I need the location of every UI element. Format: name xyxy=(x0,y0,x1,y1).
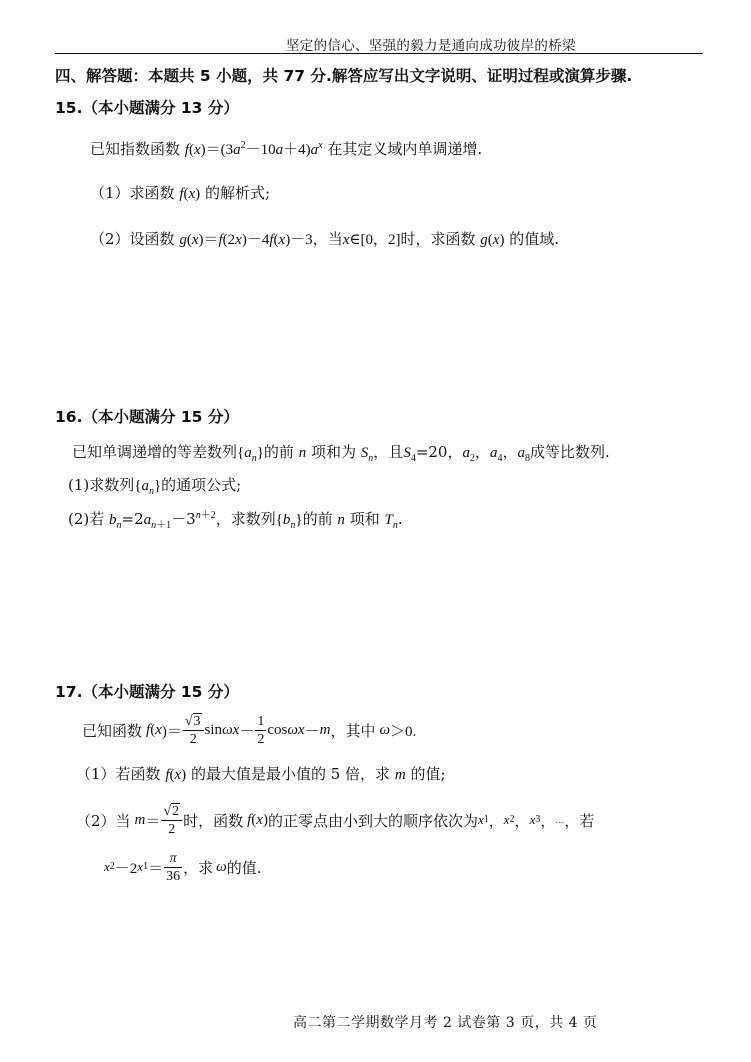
q17-part2: （2）当 m ＝ $\frac{√2}{2}$ 时，函数 f ( x ) 的正零点由小到大的顺序依次为 x 1 ， x 2 ， x 3 ， … ，若 xyxy=(76,803,595,837)
header-motto: 坚定的信心、坚强的毅力是通向成功彼岸的桥梁 xyxy=(286,38,576,54)
q15-stem: 已知指数函数 $f(x)=(3a^2-10a+4)a^x$ 在其定义域内单调递增. xyxy=(90,140,483,158)
q17-part1: （1）若函数 f(x) 的最大值是最小值的 5 倍，求 m 的值; xyxy=(76,765,446,783)
page-footer: 高二第二学期数学月考 2 试卷第 3 页，共 4 页 xyxy=(293,1015,598,1031)
q16-part2: (2)若 $b_n=2a_{n+1}-3^{n+2}$，求数列$\{b_n\}$的前 n 项和 $T_n$. xyxy=(68,510,403,531)
q17-heading: 17.（本小题满分 15 分） xyxy=(55,683,239,701)
q16-part1: (1)求数列$\{a_n\}$的通项公式; xyxy=(68,476,242,497)
q15-heading: 15.（本小题满分 13 分） xyxy=(55,99,239,117)
fraction-sqrt3-over-2: $\frac{√3}{2}$ xyxy=(183,713,204,748)
fraction-pi-over-36: $\frac{\pi}{36}$ xyxy=(166,850,181,884)
q15-part1: （1）求函数 f(x) 的解析式; xyxy=(90,184,271,202)
q17-part2-cont: x 2 －2 x 1 ＝ $\frac{\pi}{36}$ ，求 ω 的值. xyxy=(104,850,262,884)
header-rule xyxy=(55,53,703,54)
section-title: 四、解答题：本题共 5 小题，共 77 分.解答应写出文字说明、证明过程或演算步骤. xyxy=(55,67,633,85)
q15-formula: f xyxy=(184,142,189,158)
q16-heading: 16.（本小题满分 15 分） xyxy=(55,408,239,426)
fraction-1-over-2: $\frac{1}{2}$ xyxy=(257,713,265,747)
q15-part2: （2）设函数 g(x)＝f(2x)－4f(x)－3，当x∈[0，2]时，求函数 g(x) 的值域. xyxy=(90,230,560,248)
q17-stem: 已知函数 f ( x )＝ $\frac{√3}{2}$ sin ωx － $\frac{1}{2}$ cos ωx － m ，其中 ω ＞0. xyxy=(82,713,417,747)
fraction-sqrt2-over-2: $\frac{√2}{2}$ xyxy=(161,803,182,838)
q16-stem: 已知单调递增的等差数列$\{a_n\}$的前 n 项和为 $S_n$，且$S_4=20$，$a_2$，$a_4$，$a_8$成等比数列. xyxy=(72,443,610,464)
